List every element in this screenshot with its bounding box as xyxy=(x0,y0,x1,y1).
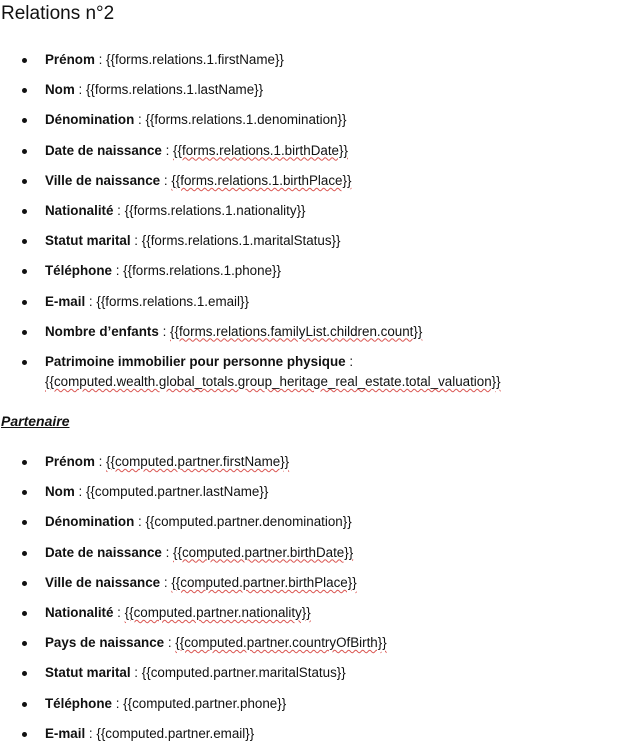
list-item xyxy=(0,201,636,221)
field-value: {{computed.partner.nationality}} xyxy=(124,604,311,620)
field-label: Statut marital xyxy=(45,665,131,681)
field-separator: : xyxy=(134,514,146,530)
field-separator: : xyxy=(74,484,86,500)
field-separator: : xyxy=(134,112,146,128)
field-value: {{computed.partner.birthDate}} xyxy=(173,544,354,560)
field-separator: : xyxy=(111,263,124,279)
bullet-icon xyxy=(22,300,27,305)
field-separator: : xyxy=(111,695,124,711)
field-value: {{computed.partner.birthPlace}} xyxy=(171,574,357,590)
field-separator: : xyxy=(158,323,171,339)
field-value: {{forms.relations.1.email}} xyxy=(96,293,249,309)
bullet-icon xyxy=(22,671,27,676)
field-label: Prénom xyxy=(45,52,95,67)
field-separator: : xyxy=(113,604,125,620)
bullet-icon xyxy=(22,360,27,365)
field-value: {{computed.partner.maritalStatus}} xyxy=(141,665,346,681)
field-separator: : xyxy=(161,142,174,158)
bullet-icon xyxy=(22,118,27,123)
field-separator: : xyxy=(74,82,86,98)
field-value: {{forms.relations.1.phone}} xyxy=(123,263,281,279)
field-label: Nationalité xyxy=(45,604,114,620)
field-value: {{computed.partner.countryOfBirth}} xyxy=(175,635,387,651)
list-item xyxy=(0,512,636,532)
field-label: Ville de naissance xyxy=(45,172,161,188)
field-value: {{forms.relations.1.maritalStatus}} xyxy=(141,233,341,249)
field-label: Date de naissance xyxy=(45,544,162,560)
bullet-icon xyxy=(22,490,27,495)
list-item xyxy=(0,724,636,744)
bullet-icon xyxy=(22,269,27,274)
relation-field-list xyxy=(0,50,636,402)
list-item xyxy=(0,352,636,392)
partner-heading: Partenaire xyxy=(1,413,70,429)
field-separator: : xyxy=(113,202,125,218)
field-label: Ville de naissance xyxy=(45,574,161,590)
field-value: {{computed.partner.denomination}} xyxy=(145,514,352,530)
bullet-icon xyxy=(22,58,27,63)
list-item xyxy=(0,80,636,100)
bullet-icon xyxy=(22,88,27,93)
field-value: {{forms.relations.1.firstName}} xyxy=(106,52,284,67)
bullet-icon xyxy=(22,149,27,154)
list-item xyxy=(0,573,636,593)
field-value: {{computed.wealth.global_totals.group_heritage_real_estate.total_valuation}} xyxy=(45,373,501,389)
field-separator: : xyxy=(160,172,172,188)
field-separator: : xyxy=(94,454,107,469)
list-item xyxy=(0,231,636,251)
field-separator: : xyxy=(161,544,174,560)
list-item xyxy=(0,171,636,191)
bullet-icon xyxy=(22,702,27,707)
list-item xyxy=(0,603,636,623)
field-value: {{forms.relations.1.nationality}} xyxy=(124,202,306,218)
list-item xyxy=(0,292,636,312)
list-item xyxy=(0,141,636,161)
field-label: Pays de naissance xyxy=(45,635,165,651)
bullet-icon xyxy=(22,179,27,184)
field-label: E-mail xyxy=(45,725,86,741)
field-separator: : xyxy=(164,635,176,651)
field-value: {{forms.relations.1.birthPlace}} xyxy=(171,172,352,188)
field-label: Téléphone xyxy=(45,695,112,711)
field-label: Nom xyxy=(45,484,75,500)
field-label: Téléphone xyxy=(45,263,112,279)
list-item xyxy=(0,482,636,502)
list-item xyxy=(0,322,636,342)
list-item xyxy=(0,694,636,714)
field-value: {{forms.relations.1.denomination}} xyxy=(145,112,347,128)
field-value: {{computed.partner.firstName}} xyxy=(106,454,290,469)
field-value: {{forms.relations.1.lastName}} xyxy=(85,82,264,98)
field-separator: : xyxy=(85,293,97,309)
field-label: Prénom xyxy=(45,454,95,469)
field-separator: : xyxy=(130,665,142,681)
bullet-icon xyxy=(22,551,27,556)
field-value: {{computed.partner.lastName}} xyxy=(85,484,269,500)
field-value: {{computed.partner.email}} xyxy=(96,725,255,741)
list-item xyxy=(0,633,636,653)
field-label: Date de naissance xyxy=(45,142,162,158)
bullet-icon xyxy=(22,209,27,214)
bullet-icon xyxy=(22,330,27,335)
field-label: Nationalité xyxy=(45,202,114,218)
field-separator: : xyxy=(160,574,172,590)
bullet-icon xyxy=(22,520,27,525)
list-item xyxy=(0,663,636,683)
field-label: E-mail xyxy=(45,293,86,309)
bullet-icon xyxy=(22,611,27,616)
field-separator: : xyxy=(345,353,354,369)
field-label: Nombre d’enfants xyxy=(45,323,159,339)
field-separator: : xyxy=(130,233,142,249)
field-label: Statut marital xyxy=(45,233,131,249)
list-item xyxy=(0,452,636,472)
list-item xyxy=(0,50,636,70)
field-separator: : xyxy=(85,725,97,741)
bullet-icon xyxy=(22,581,27,586)
bullet-icon xyxy=(22,239,27,244)
section-title: Relations n°2 xyxy=(1,3,115,24)
field-value: {{forms.relations.familyList.children.count}} xyxy=(170,323,423,339)
bullet-icon xyxy=(22,641,27,646)
field-label: Nom xyxy=(45,82,75,98)
field-label: Patrimoine immobilier pour personne physique xyxy=(45,353,346,369)
list-item xyxy=(0,261,636,281)
field-separator: : xyxy=(94,52,107,67)
partner-field-list xyxy=(0,452,636,754)
list-item xyxy=(0,543,636,563)
field-label: Dénomination xyxy=(45,514,135,530)
list-item xyxy=(0,110,636,130)
field-value: {{computed.partner.phone}} xyxy=(123,695,287,711)
field-label: Dénomination xyxy=(45,112,135,128)
bullet-icon xyxy=(22,732,27,737)
bullet-icon xyxy=(22,460,27,465)
field-value: {{forms.relations.1.birthDate}} xyxy=(173,142,348,158)
